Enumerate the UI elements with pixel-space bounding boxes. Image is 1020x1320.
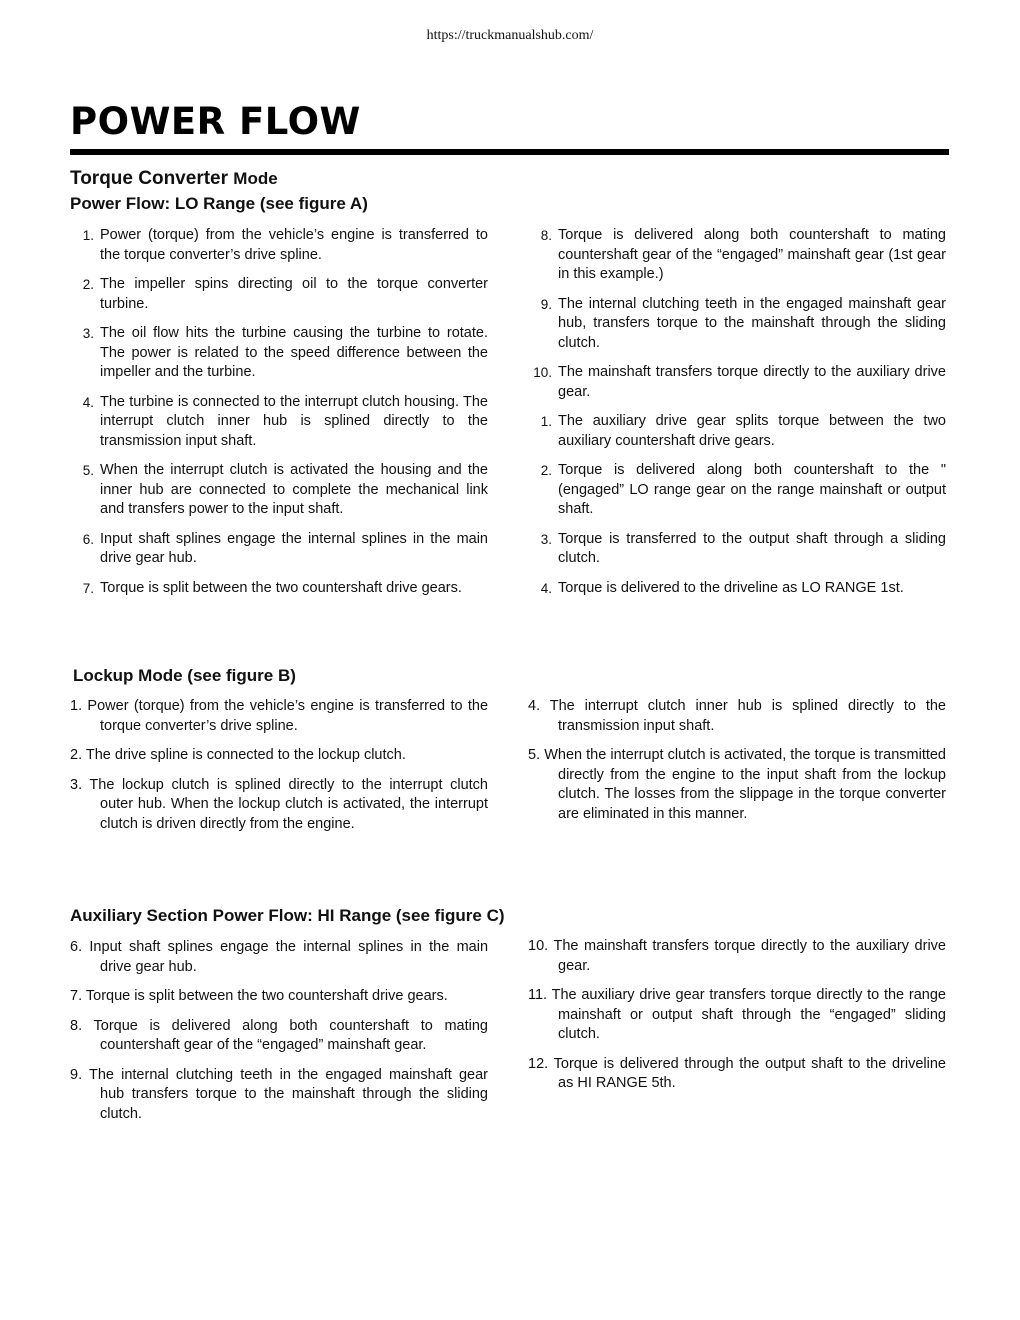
list-item-text: The interrupt clutch inner hub is splined directly to the transmission input shaft. xyxy=(549,698,946,734)
page-title: POWER FLOW xyxy=(70,100,361,143)
list-item xyxy=(70,324,488,383)
lo-range-right-list xyxy=(528,226,946,608)
lockup-mode-title: Lockup Mode (see figure B) xyxy=(73,666,296,685)
list-item-text: Torque is split between the two countershaft drive gears. xyxy=(100,579,462,596)
list-item xyxy=(528,937,946,976)
list-item-number: 7. xyxy=(82,580,94,596)
list-item-text: Torque is delivered to the driveline as LO RANGE 1st. xyxy=(558,579,904,596)
list-item-text: The oil flow hits the turbine causing the turbine to rotate. The power is related to the speed difference between the impeller and the turbine. xyxy=(100,325,488,380)
list-item-text: Torque is delivered along both countershaft to mating countershaft gear of the “engaged” mainshaft gear (1st gear in this example.) xyxy=(558,227,946,282)
list-item-text: Torque is delivered through the output shaft to the driveline as HI RANGE 5th. xyxy=(553,1055,946,1091)
list-item xyxy=(528,697,946,736)
list-item-number: 2. xyxy=(82,277,94,292)
source-url[interactable]: https://truckmanualshub.com/ xyxy=(426,28,594,43)
list-item-number: 1. xyxy=(70,698,83,714)
list-item-text: The auxiliary drive gear splits torque between the two auxiliary countershaft drive gears. xyxy=(558,413,946,449)
list-item-number: 10. xyxy=(528,938,549,954)
list-item xyxy=(528,226,946,285)
list-item-text: Torque is transferred to the output shaft through a sliding clutch. xyxy=(558,530,946,566)
list-item xyxy=(70,530,488,569)
list-item xyxy=(70,697,488,736)
list-item xyxy=(528,1055,946,1094)
list-item-number: 2. xyxy=(540,463,552,478)
list-item xyxy=(528,363,946,402)
list-item-number: 5. xyxy=(82,463,94,478)
list-item-number: 8. xyxy=(540,228,552,243)
list-item xyxy=(70,579,488,599)
list-item-number: 2. xyxy=(70,747,83,763)
list-item-text: Torque is delivered along both countershaft to the "(engaged” LO range gear on the range mainshaft or output shaft. xyxy=(558,462,946,517)
list-item-number: 7. xyxy=(70,988,83,1004)
list-item-text: The mainshaft transfers torque directly to the auxiliary drive gear. xyxy=(558,364,946,400)
list-item-number: 8. xyxy=(70,1017,83,1034)
list-item-text: The auxiliary drive gear transfers torque directly to the range mainshaft or output shaft through the “engaged” sliding clutch. xyxy=(551,987,946,1042)
list-item xyxy=(70,275,488,314)
section-title-main: Torque Converter xyxy=(70,168,229,189)
list-item-text: The drive spline is connected to the lockup clutch. xyxy=(85,747,406,763)
list-item-number: 3. xyxy=(70,776,83,793)
section-title-suffix: Mode xyxy=(233,169,278,188)
list-item-number: 10. xyxy=(533,365,552,380)
list-item xyxy=(528,461,946,520)
list-item-number: 6. xyxy=(70,939,83,955)
list-item xyxy=(70,461,488,520)
list-item xyxy=(70,938,488,977)
list-item-text: The internal clutching teeth in the engaged mainshaft gear hub transfers torque to the mainshaft through the sliding clutch. xyxy=(88,1066,488,1122)
list-item-number: 1. xyxy=(540,414,552,429)
list-item-number: 9. xyxy=(540,296,552,312)
list-item-text: When the interrupt clutch is activated, the torque is transmitted directly from the engine to the input shaft from the lockup clutch. The losses from the slippage in the torque converter are eliminated in this manner. xyxy=(544,747,947,822)
list-item xyxy=(528,295,946,354)
list-item-text: The turbine is connected to the interrupt clutch housing. The interrupt clutch inner hub is splined directly to the transmission input shaft. xyxy=(100,393,488,449)
hi-range-left-list xyxy=(70,938,488,1134)
list-item-number: 4. xyxy=(540,580,552,596)
list-item-text: Input shaft splines engage the internal splines in the main drive gear hub. xyxy=(100,530,488,566)
list-item-text: When the interrupt clutch is activated the housing and the inner hub are connected to complete the mechanical link and transfers power to the input shaft. xyxy=(100,462,488,517)
list-item-number: 11. xyxy=(528,987,548,1003)
list-item-text: Power (torque) from the vehicle’s engine is transferred to the torque converter’s drive spline. xyxy=(100,227,488,263)
list-item xyxy=(70,226,488,265)
list-item xyxy=(70,1017,488,1056)
list-item xyxy=(528,530,946,569)
lo-range-subtitle: Power Flow: LO Range (see figure A) xyxy=(70,194,368,213)
list-item-number: 3. xyxy=(540,531,552,547)
list-item xyxy=(70,746,488,766)
list-item-text: The lockup clutch is splined directly to the interrupt clutch outer hub. When the lockup clutch is activated, the interrupt clutch is driven directly from the engine. xyxy=(89,776,488,832)
lockup-right-list xyxy=(528,697,946,834)
lockup-left-list xyxy=(70,697,488,844)
list-item-text: The internal clutching teeth in the engaged mainshaft gear hub, transfers torque to the mainshaft through the sliding clutch. xyxy=(558,295,946,351)
list-item-text: Input shaft splines engage the internal splines in the main drive gear hub. xyxy=(89,939,489,975)
list-item-text: Torque is delivered along both countershaft to mating countershaft gear of the “engaged” mainshaft gear. xyxy=(93,1017,488,1053)
list-item-number: 1. xyxy=(82,228,94,243)
list-item-text: The impeller spins directing oil to the torque converter turbine. xyxy=(100,276,488,312)
hi-range-title: Auxiliary Section Power Flow: HI Range (see figure C) xyxy=(70,906,505,925)
list-item-number: 12. xyxy=(528,1055,549,1072)
list-item xyxy=(528,579,946,599)
lo-range-left-list xyxy=(70,226,488,608)
list-item xyxy=(70,1066,488,1125)
list-item xyxy=(528,986,946,1045)
list-item-text: Power (torque) from the vehicle’s engine is transferred to the torque converter’s drive spline. xyxy=(87,698,489,734)
list-item-number: 5. xyxy=(528,747,541,763)
section-torque-converter-title xyxy=(70,168,278,190)
list-item xyxy=(70,393,488,452)
hi-range-right-list xyxy=(528,937,946,1104)
list-item xyxy=(528,746,946,824)
list-item-number: 6. xyxy=(82,531,94,547)
list-item xyxy=(528,412,946,451)
list-item-text: Torque is split between the two countershaft drive gears. xyxy=(85,988,448,1004)
title-rule xyxy=(70,149,949,155)
list-item-text: The mainshaft transfers torque directly to the auxiliary drive gear. xyxy=(553,938,946,974)
list-item-number: 4. xyxy=(528,698,541,714)
list-item-number: 4. xyxy=(82,394,94,410)
list-item-number: 9. xyxy=(70,1066,83,1083)
list-item-number: 3. xyxy=(82,326,94,341)
list-item xyxy=(70,776,488,835)
list-item xyxy=(70,987,488,1007)
